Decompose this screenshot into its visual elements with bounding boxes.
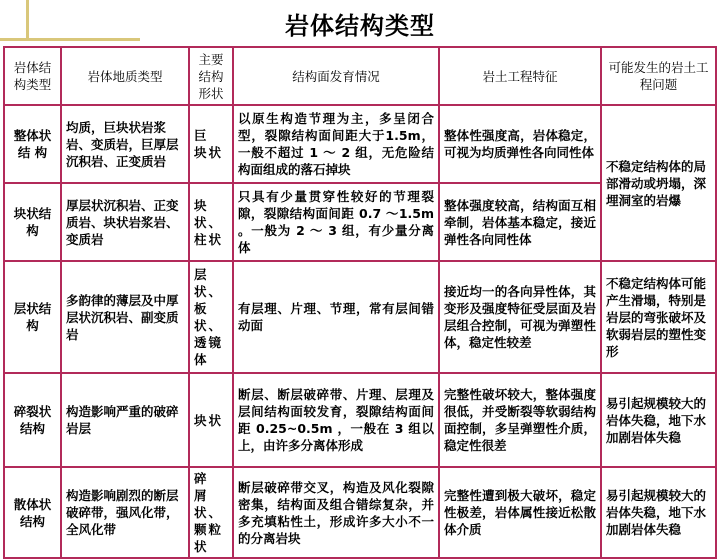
- cell-shape: 块 状、柱状: [189, 183, 233, 261]
- cell-features: 接近均一的各向异性体，其变形及强度特征受层面及岩层组合控制，可视为弹塑性体，稳定性较差: [439, 261, 601, 373]
- cell-surfaces: 只具有少量贯穿性较好的节理裂隙，裂隙结构面间距 0.7 ～1.5m 。一般为 2 ～ 3 组，有少量分离体: [233, 183, 439, 261]
- table-row: [4, 373, 716, 467]
- table-row: [4, 467, 716, 558]
- cell-structure-type: 层状结构: [4, 261, 61, 373]
- cell-shape: 块状: [189, 373, 233, 467]
- cell-structure-type: 块状结构: [4, 183, 61, 261]
- cell-problems: 不稳定结构体可能产生滑塌，特别是岩层的弯张破坏及软弱岩层的塑性变形: [601, 261, 716, 373]
- cell-shape: 层 状、板状、透镜体: [189, 261, 233, 373]
- table-row: [4, 105, 716, 183]
- cell-geology: 多韵律的薄层及中厚层状沉积岩、副变质岩: [61, 261, 189, 373]
- table-header-row: [4, 47, 716, 105]
- cell-problems: 易引起规模较大的岩体失稳，地下水加剧岩体失稳: [601, 373, 716, 467]
- cell-shape: 巨 块状: [189, 105, 233, 183]
- header-main-shape: 主要结构形状: [189, 47, 233, 105]
- cell-features: 完整性遭到极大破坏，稳定性极差，岩体属性接近松散体介质: [439, 467, 601, 558]
- cell-geology: 构造影响严重的破碎岩层: [61, 373, 189, 467]
- cell-structure-type: 碎裂状结构: [4, 373, 61, 467]
- table-row: [4, 261, 716, 373]
- header-engineering-features: 岩土工程特征: [439, 47, 601, 105]
- cell-structure-type: 散体状结构: [4, 467, 61, 558]
- cell-features: 完整性破坏较大，整体强度很低，并受断裂等软弱结构面控制，多呈弹塑性介质，稳定性很差: [439, 373, 601, 467]
- header-surface-development: 结构面发育情况: [233, 47, 439, 105]
- header-possible-problems: 可能发生的岩土工程问题: [601, 47, 716, 105]
- cell-surfaces: 断层破碎带交叉，构造及风化裂隙密集，结构面及组合错综复杂，并多充填粘性土，形成许多大小不一的分离岩块: [233, 467, 439, 558]
- cell-features: 整体强度较高，结构面互相牵制，岩体基本稳定，接近弹性各向同性体: [439, 183, 601, 261]
- header-structure-type: 岩体结构类型: [4, 47, 61, 105]
- cell-shape: 碎 屑状、颗粒状: [189, 467, 233, 558]
- cell-problems: 易引起规模较大的岩体失稳，地下水加剧岩体失稳: [601, 467, 716, 558]
- cell-surfaces: 以原生构造节理为主，多呈闭合型，裂隙结构面间距大于1.5m，一般不超过 1 ～ 2 组，无危险结构面组成的落石掉块: [233, 105, 439, 183]
- page-title: 岩体结构类型: [285, 12, 435, 40]
- cell-geology: 构造影响剧烈的断层破碎带，强风化带，全风化带: [61, 467, 189, 558]
- rock-structure-table: [3, 46, 717, 559]
- cell-problems: 不稳定结构体的局部滑动或坍塌，深埋洞室的岩爆: [601, 105, 716, 261]
- cell-structure-type: 整体状结 构: [4, 105, 61, 183]
- cell-features: 整体性强度高，岩体稳定，可视为均质弹性各向同性体: [439, 105, 601, 183]
- cell-surfaces: 断层、断层破碎带、片理、层理及层间结构面较发育，裂隙结构面间距 0.25~0.5m ，一般在 3 组以上，由许多分离体形成: [233, 373, 439, 467]
- cell-geology: 厚层状沉积岩、正变质岩、块状岩浆岩、变质岩: [61, 183, 189, 261]
- cell-surfaces: 有层理、片理、节理，常有层间错动面: [233, 261, 439, 373]
- header-geology-type: 岩体地质类型: [61, 47, 189, 105]
- cell-geology: 均质，巨块状岩浆岩、变质岩，巨厚层沉积岩、正变质岩: [61, 105, 189, 183]
